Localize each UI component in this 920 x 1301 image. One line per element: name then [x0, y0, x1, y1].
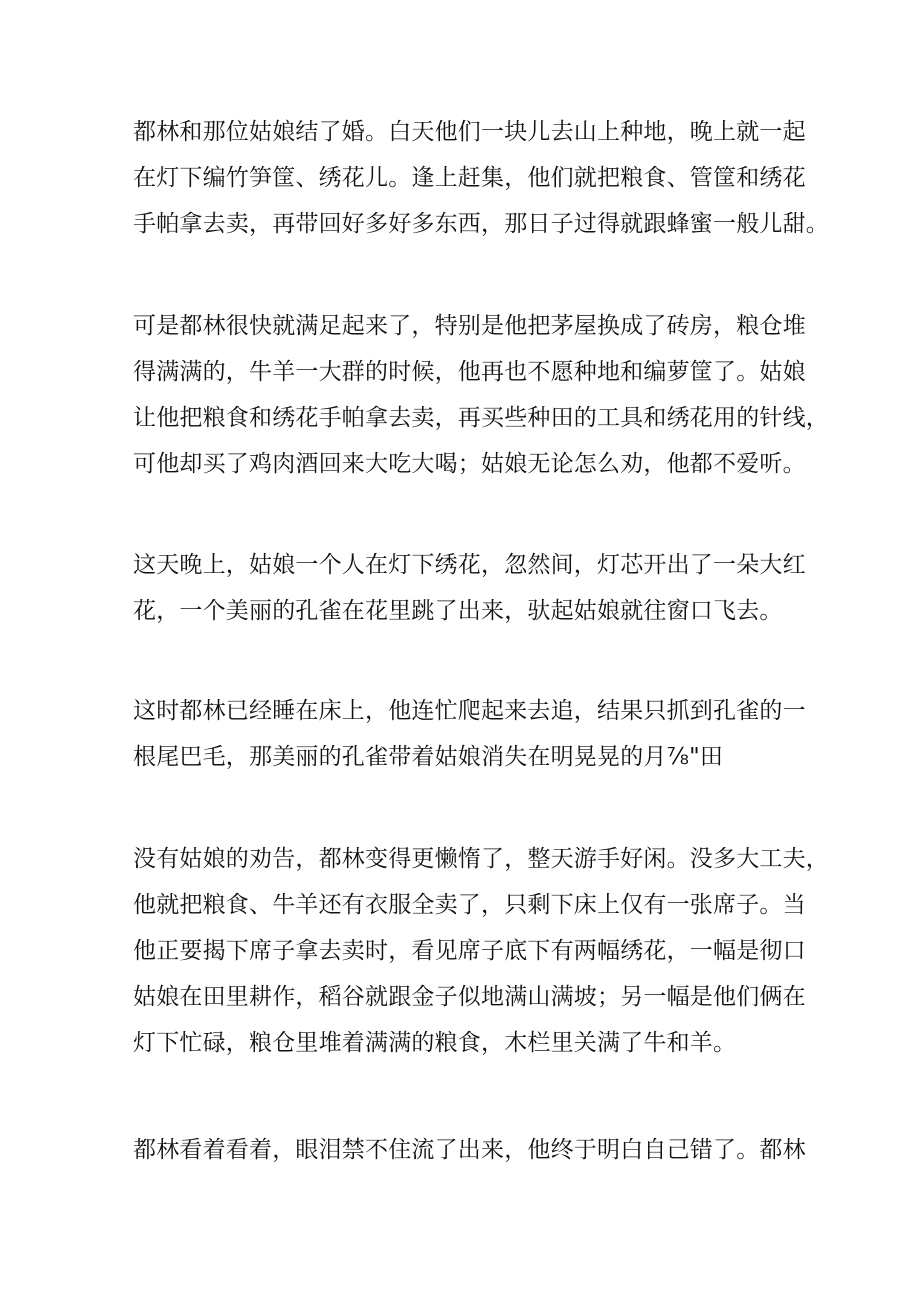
text-line: 他就把粮食、牛羊还有衣服全卖了，只剩下床上仅有一张席子。当 — [133, 892, 806, 918]
text-line: 没有姑娘的劝告，都林变得更懒惰了，整天游手好闲。没多大工夫， — [133, 846, 829, 872]
text-line: 手帕拿去卖，再带回好多好多东西，那日子过得就跟蜂蜜一般儿甜。 — [133, 211, 829, 237]
text-line: 都林看着看着，眼泪禁不住流了出来，他终于明白自己错了。都林 — [133, 1137, 806, 1163]
text-line: 姑娘在田里耕作，稻谷就跟金子似地满山满坡；另一幅是他们俩在 — [133, 984, 806, 1010]
text-line: 这时都林已经睡在床上，他连忙爬起来去追，结果只抓到孔雀的一 — [133, 698, 806, 724]
text-line: 根尾巴毛，那美丽的孔雀带着姑娘消失在明晃晃的月⅞"田 — [133, 744, 724, 770]
text-line: 都林和那位姑娘结了婚。白天他们一块儿去山上种地，晚上就一起 — [133, 119, 806, 145]
text-line: 让他把粮食和绣花手帕拿去卖，再买些种田的工具和绣花用的针线， — [133, 405, 829, 431]
text-line: 在灯下编竹笋筐、绣花儿。逢上赶集，他们就把粮食、管筐和绣花 — [133, 165, 806, 191]
text-line: 他正要揭下席子拿去卖时，看见席子底下有两幅绣花，一幅是彻口 — [133, 938, 806, 964]
text-line: 花，一个美丽的孔雀在花里跳了出来，驮起姑娘就往窗口飞去。 — [133, 598, 783, 624]
text-line: 可他却买了鸡肉酒回来大吃大喝；姑娘无论怎么劝，他都不爱听。 — [133, 451, 806, 477]
text-line: 得满满的，牛羊一大群的时候，他再也不愿种地和编萝筐了。姑娘 — [133, 359, 806, 385]
text-line: 灯下忙碌，粮仓里堆着满满的粮食，木栏里关满了牛和羊。 — [133, 1030, 737, 1056]
text-line: 这天晚上，姑娘一个人在灯下绣花，忽然间，灯芯开出了一朵大红 — [133, 552, 806, 578]
text-line: 可是都林很快就满足起来了，特别是他把茅屋换成了砖房，粮仓堆 — [133, 313, 806, 339]
